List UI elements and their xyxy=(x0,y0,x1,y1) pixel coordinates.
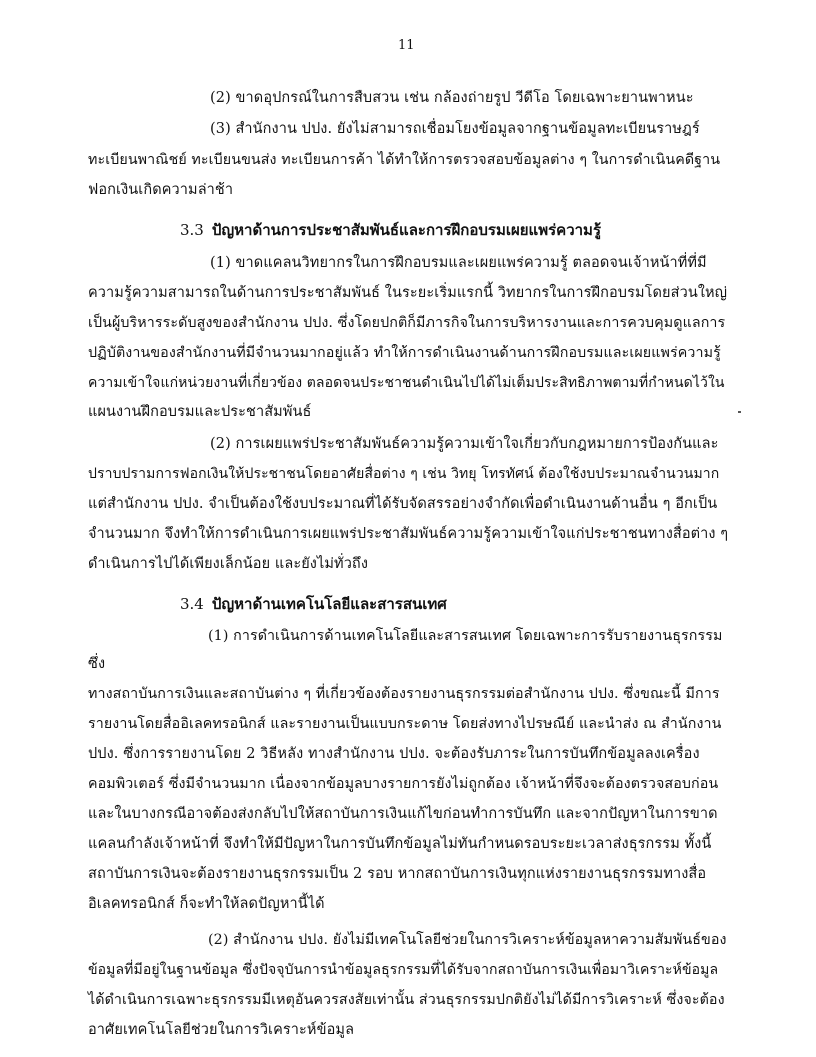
s34-p1-line-10: อิเลคทรอนิกส์ ก็จะทำให้ลดปัญหานี้ได้ xyxy=(88,896,325,912)
s34-p1-line-1: (1) การดำเนินการด้านเทคโนโลยีและสารสนเทศ โดยเฉพาะการรับรายงานธุรกรรม xyxy=(208,628,723,644)
scan-speck xyxy=(738,411,741,413)
s34-p1-line-3: ทางสถาบันการเงินและสถาบันต่าง ๆ ที่เกี่ยวข้องต้องรายงานธุรกรรมต่อสำนักงาน ปปง. ซึ่งขณะนี้ มีการ xyxy=(88,686,720,702)
s34-p2-line-3: ได้ดำเนินการเฉพาะธุรกรรมมีเหตุอันควรสงสัยเท่านั้น ส่วนธุรกรรมปกติยังไม่ได้มีการวิเคราะห์ ซึ่งจะต้อง xyxy=(88,992,725,1008)
section-3-3-number: 3.3 xyxy=(180,221,204,239)
item-3-line-3: ฟอกเงินเกิดความล่าช้า xyxy=(88,182,234,198)
s34-p1-line-4: รายงานโดยสื่ออิเลคทรอนิกส์ และรายงานเป็นแบบกระดาษ โดยส่งทางไปรษณีย์ และนำส่ง ณ สำนักงาน xyxy=(88,716,722,732)
s34-p1-line-8: แคลนกำลังเจ้าหน้าที่ จึงทำให้มีปัญหาในการบันทึกข้อมูลไม่ทันกำหนดรอบระยะเวลาส่งธุรกรรม ทั้งนี้ xyxy=(88,836,712,852)
s34-p2-line-1: (2) สำนักงาน ปปง. ยังไม่มีเทคโนโลยีช่วยในการวิเคราะห์ข้อมูลหาความสัมพันธ์ของ xyxy=(208,932,727,948)
s33-p2-line-4: จำนวนมาก จึงทำให้การดำเนินการเผยแพร่ประชาสัมพันธ์ความรู้ความเข้าใจแก่ประชาชนทางสื่อต่าง ๆ xyxy=(88,526,729,542)
s34-p2-line-2: ข้อมูลที่มีอยู่ในฐานข้อมูล ซึ่งปัจจุบันการนำข้อมูลธุรกรรมที่ได้รับจากสถาบันการเงินเพื่อมาวิเคราะห์ข้อมูล xyxy=(88,962,719,978)
section-3-3-title: ปัญหาด้านการประชาสัมพันธ์และการฝึกอบรมเผยแพร่ความรู้ xyxy=(211,221,601,239)
s34-p1-line-6: คอมพิวเตอร์ ซึ่งมีจำนวนมาก เนื่องจากข้อมูลบางรายการยังไม่ถูกต้อง เจ้าหน้าที่จึงจะต้องตรวจสอบก่อน xyxy=(88,776,719,792)
section-3-4-title: ปัญหาด้านเทคโนโลยีและสารสนเทศ xyxy=(211,595,447,613)
s33-p2-line-2: ปราบปรามการฟอกเงินให้ประชาชนโดยอาศัยสื่อต่าง ๆ เช่น วิทยุ โทรทัศน์ ต้องใช้งบประมาณจำนวนมาก xyxy=(88,466,720,482)
s33-p1-line-3: เป็นผู้บริหารระดับสูงของสำนักงาน ปปง. ซึ่งโดยปกติก็มีภารกิจในการบริหารงานและการควบคุมดูแลการ xyxy=(88,315,726,331)
s33-p1-line-6: แผนงานฝึกอบรมและประชาสัมพันธ์ xyxy=(88,404,312,420)
s33-p2-line-1: (2) การเผยแพร่ประชาสัมพันธ์ความรู้ความเข้าใจเกี่ยวกับกฎหมายการป้องกันและ xyxy=(210,436,719,452)
page-number: 11 xyxy=(398,38,415,53)
item-3-line-2: ทะเบียนพาณิชย์ ทะเบียนขนส่ง ทะเบียนการค้า ได้ทำให้การตรวจสอบข้อมูลต่าง ๆ ในการดำเนินคดีฐาน xyxy=(88,152,721,168)
section-3-4-number: 3.4 xyxy=(180,595,204,613)
item-3-line-1: (3) สำนักงาน ปปง. ยังไม่สามารถเชื่อมโยงข้อมูลจากฐานข้อมูลทะเบียนราษฎร์ xyxy=(210,121,700,137)
s34-p1-line-5: ปปง. ซึ่งการรายงานโดย 2 วิธีหลัง ทางสำนักงาน ปปง. จะต้องรับภาระในการบันทึกข้อมูลลงเครื่อง xyxy=(88,746,700,762)
s34-p1-line-9: สถาบันการเงินจะต้องรายงานธุรกรรมเป็น 2 รอบ หากสถาบันการเงินทุกแห่งรายงานธุรกรรมทางสื่อ xyxy=(88,866,707,882)
s33-p2-line-3: แต่สำนักงาน ปปง. จำเป็นต้องใช้งบประมาณที่ได้รับจัดสรรอย่างจำกัดเพื่อดำเนินงานด้านอื่น ๆ อีกเป็น xyxy=(88,496,718,512)
s33-p1-line-5: ความเข้าใจแก่หน่วยงานที่เกี่ยวข้อง ตลอดจนประชาชนดำเนินไปได้ไม่เต็มประสิทธิภาพตามที่กำหนดไว้ใน xyxy=(88,375,725,391)
section-3-4-heading xyxy=(180,592,447,616)
s34-p2-line-4: อาศัยเทคโนโลยีช่วยในการวิเคราะห์ข้อมูล xyxy=(88,1022,355,1038)
s33-p1-line-1: (1) ขาดแคลนวิทยากรในการฝึกอบรมและเผยแพร่ความรู้ ตลอดจนเจ้าหน้าที่ที่มี xyxy=(210,255,707,271)
s34-p1-line-7: และในบางกรณีอาจต้องส่งกลับไปให้สถาบันการเงินแก้ไขก่อนทำการบันทึก และจากปัญหาในการขาด xyxy=(88,806,718,822)
section-3-3-heading xyxy=(180,218,601,242)
s34-p1-line-2: ซึ่ง xyxy=(88,656,106,672)
s33-p2-line-5: ดำเนินการไปได้เพียงเล็กน้อย และยังไม่ทั่วถึง xyxy=(88,556,368,572)
s33-p1-line-4: ปฏิบัติงานของสำนักงานที่มีจำนวนมากอยู่แล้ว ทำให้การดำเนินงานด้านการฝึกอบรมและเผยแพร่ความรู้ xyxy=(88,345,721,361)
s33-p1-line-2: ความรู้ความสามารถในด้านการประชาสัมพันธ์ ในระยะเริ่มแรกนี้ วิทยากรในการฝึกอบรมโดยส่วนใหญ่ xyxy=(88,285,728,301)
item-2-line: (2) ขาดอุปกรณ์ในการสืบสวน เช่น กล้องถ่ายรูป วีดีโอ โดยเฉพาะยานพาหนะ xyxy=(210,90,694,106)
